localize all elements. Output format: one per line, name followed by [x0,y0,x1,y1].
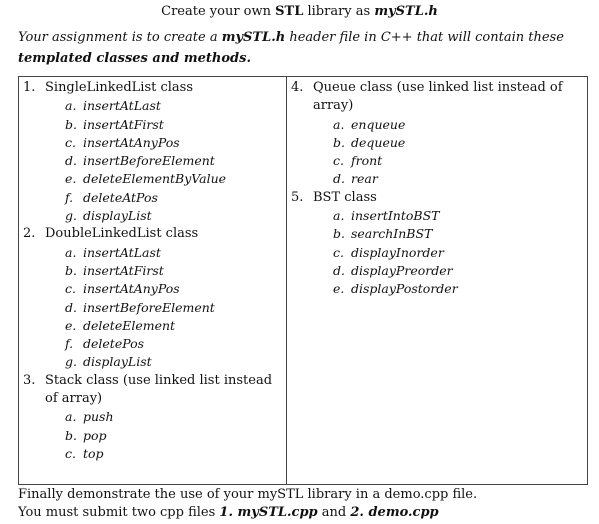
table-divider [286,77,287,484]
method-item: c. top [65,445,104,461]
intro-part2: header file in C++ that will contain these [285,30,564,45]
method-item: e. deleteElementByValue [65,171,227,187]
method-item: b. pop [65,427,107,443]
method-item: c. displayInorder [333,244,444,260]
section-single-linked-list [23,79,283,225]
method-item: b. insertAtFirst [65,116,164,132]
method-list [291,116,583,189]
method-item: e. deleteElement [65,317,176,333]
section-title: DoubleLinkedList class [45,226,199,242]
method-list [23,97,283,225]
page-title [0,3,599,21]
method-item: a. push [65,409,114,425]
method-item: c. insertAtAnyPos [65,134,180,150]
right-column [291,79,583,299]
footer-file-1: 1. mySTL.cpp [219,505,318,520]
method-item: a. enqueue [333,116,406,132]
method-item: c. insertAtAnyPos [65,281,180,297]
method-item: a. insertIntoBST [333,208,440,224]
section-title: Stack class (use linked list instead of array) [45,372,273,407]
method-list [23,244,283,372]
method-item: a. insertAtLast [65,98,161,114]
intro-part1: Your assignment is to create a [18,30,222,45]
title-filename: mySTL.h [374,4,438,19]
method-item: c. front [333,153,383,169]
section-double-linked-list [23,225,283,371]
section-number: 5. [291,189,304,205]
title-stl: STL [275,4,304,19]
method-item: e. displayPostorder [333,281,458,297]
footer-line-2: You must submit two cpp files 1. mySTL.cpp and 2. demo.cpp [18,505,439,520]
method-item: f. deleteAtPos [65,189,158,205]
method-item: a. insertAtLast [65,244,161,260]
section-number: 1. [23,80,36,95]
section-queue [291,79,583,189]
left-column [23,79,283,463]
intro-file: mySTL.h [221,30,286,45]
title-prefix: Create your own [161,4,276,19]
section-stack [23,372,283,463]
method-item: g. displayList [65,208,152,224]
section-number: 2. [23,226,36,242]
classes-table [18,76,588,485]
method-list [291,207,583,298]
method-item: d. insertBeforeElement [65,299,215,315]
footer-line-1: Finally demonstrate the use of your mySTL library in a demo.cpp file. [18,487,478,502]
method-item: d. rear [333,171,378,187]
intro-paragraph [18,27,588,69]
intro-emph: templated classes and methods. [18,51,251,66]
section-number: 4. [291,80,304,95]
method-list [23,408,283,463]
section-title: BST class [313,189,377,205]
method-item: f. deletePos [65,336,145,352]
title-middle: library as [303,4,375,19]
method-item: b. dequeue [333,134,406,150]
method-item: d. insertBeforeElement [65,153,215,169]
footer-file-2: 2. demo.cpp [350,505,439,520]
method-item: b. insertAtFirst [65,262,164,278]
method-item: d. displayPreorder [333,262,453,278]
section-number: 3. [23,372,36,388]
section-title: SingleLinkedList class [45,80,194,95]
section-title: Queue class (use linked list instead of array) [313,80,563,114]
footer-text [18,486,593,522]
section-bst [291,189,583,299]
method-item: g. displayList [65,354,152,370]
method-item: b. searchInBST [333,226,433,242]
